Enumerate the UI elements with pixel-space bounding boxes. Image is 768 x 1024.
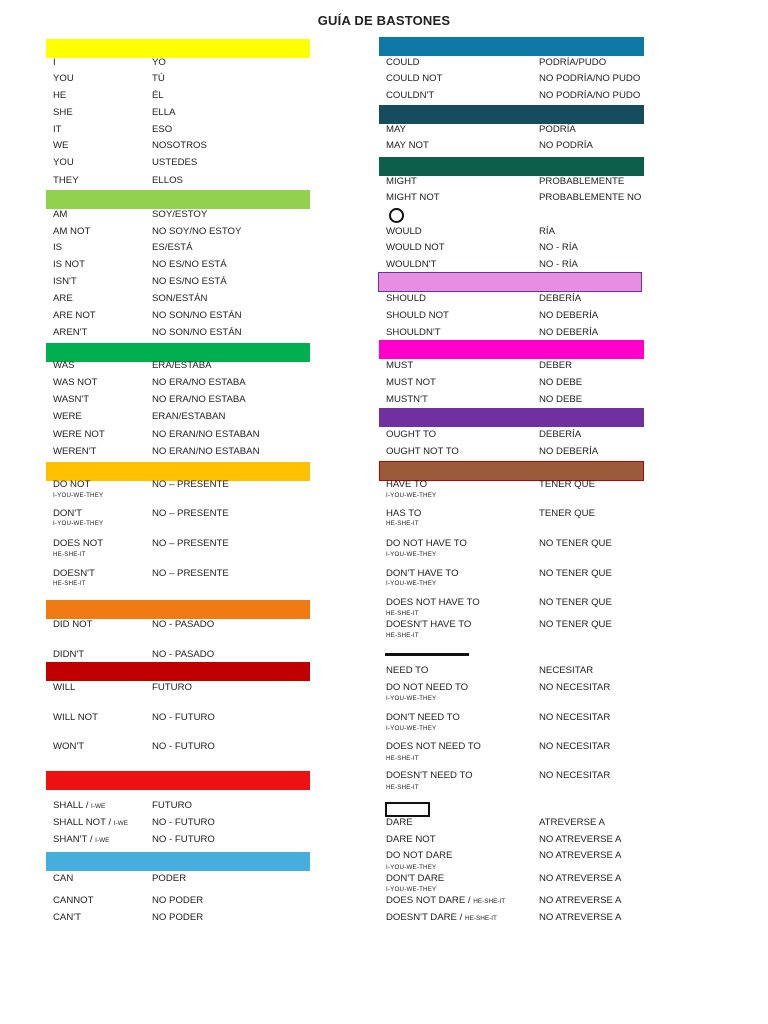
left-cell: NO PODER [152,912,204,923]
left-cell: CAN [53,873,74,884]
left-term: SHAN'T / [53,834,96,845]
right-cell: NO DEBE [539,377,583,388]
right-cell: SHOULD [386,293,426,304]
right-cell: TENER QUE [539,508,595,519]
right-cell: MUST NOT [386,377,436,388]
left-cell: NO – PRESENTE [152,508,229,519]
left-cell: DID NOT [53,619,93,630]
left-cell: WERE [53,411,82,422]
left-cell: AM [53,209,68,220]
right-cell: NO NECESITAR [539,712,611,723]
right-cell: SHOULD NOT [386,310,449,321]
right-subject-note: HE-SHE-IT [386,610,419,617]
left-cell: DOESN'T [53,568,95,579]
left-cell: NO – PRESENTE [152,568,229,579]
left-cell: NO - PASADO [152,619,215,630]
right-cell: DOES NOT HAVE TO [386,597,480,608]
right-subject-note: HE-SHE-IT [473,898,506,905]
left-cell: WAS NOT [53,377,98,388]
left-subject-note: I-YOU-WE-THEY [53,492,104,499]
left-cell: ISN'T [53,276,77,287]
section-bar-should [378,272,642,292]
left-cell: WERE NOT [53,429,105,440]
right-cell: RÍA [539,226,555,237]
right-subject-note: I-YOU-WE-THEY [386,492,437,499]
left-cell: THEY [53,175,79,186]
left-cell: SON/ESTÁN [152,293,208,304]
left-cell: WILL NOT [53,712,98,723]
left-cell: DO NOT [53,479,91,490]
right-subject-note: HE-SHE-IT [464,915,497,922]
right-cell: NO ATREVERSE A [539,850,622,861]
section-bar-have-to [379,461,644,481]
left-cell: NO - PASADO [152,649,215,660]
right-cell: NO TENER QUE [539,619,612,630]
dare-rectangle-symbol [385,802,430,817]
left-cell: HE [53,90,67,101]
right-subject-note: I-YOU-WE-THEY [386,580,437,587]
left-cell: ELLA [152,107,176,118]
section-bar-pronouns [46,39,310,58]
right-cell: OUGHT TO [386,429,437,440]
right-cell: DOES NOT NEED TO [386,741,481,752]
right-term: DOESN'T DARE / [386,912,465,923]
left-cell: ERAN/ESTABAN [152,411,226,422]
left-cell: ARE [53,293,73,304]
right-cell: WOULD [386,226,422,237]
left-cell: ERA/ESTABA [152,360,212,371]
right-cell: HAS TO [386,508,422,519]
left-cell [53,800,105,812]
right-cell: OUGHT NOT TO [386,446,459,457]
left-cell: WE [53,140,69,151]
left-cell: NO ES/NO ESTÁ [152,276,227,287]
left-subject-note: HE-SHE-IT [53,551,86,558]
right-cell: NO TENER QUE [539,597,612,608]
right-subject-note: HE-SHE-IT [386,520,419,527]
left-cell: WILL [53,682,76,693]
right-cell: COULD NOT [386,73,443,84]
right-cell: MIGHT NOT [386,192,440,203]
right-cell: NO ATREVERSE A [539,873,622,884]
right-cell: DON'T DARE [386,873,445,884]
page-title: GUÍA DE BASTONES [317,13,451,28]
left-cell [53,817,128,829]
section-bar-ought [379,408,644,427]
left-subject-note: I-YOU-WE-THEY [53,520,104,527]
right-cell: COULDN'T [386,90,435,101]
right-term: DOES NOT DARE / [386,895,474,906]
left-cell: NO - FUTURO [152,834,215,845]
right-cell: NO - RÍA [539,242,578,253]
left-cell: ARE NOT [53,310,96,321]
section-bar-might [379,157,644,176]
right-subject-note: I-YOU-WE-THEY [386,725,437,732]
left-cell [53,834,109,846]
right-cell: TENER QUE [539,479,595,490]
section-bar-may [379,105,644,124]
right-cell: MUSTN'T [386,394,428,405]
left-cell: ÉL [152,90,164,101]
right-cell: SHOULDN'T [386,327,441,338]
left-cell: NO ERAN/NO ESTABAN [152,429,260,440]
left-cell: NO SON/NO ESTÁN [152,310,242,321]
right-subject-note: I-YOU-WE-THEY [386,551,437,558]
section-bar-to-be-present [46,190,310,209]
right-cell: NO PODRÍA/NO PUDO [539,90,641,101]
right-subject-note: I-YOU-WE-THEY [386,695,437,702]
left-cell: WEREN'T [53,446,97,457]
right-cell: NO DEBE [539,394,583,405]
left-cell: SOY/ESTOY [152,209,208,220]
right-cell: NO DEBERÍA [539,310,599,321]
section-bar-shall [46,771,310,790]
right-cell: PROBABLEMENTE [539,176,625,187]
left-cell: CAN'T [53,912,81,923]
left-cell: NO - FUTURO [152,817,215,828]
left-term: SHALL NOT / [53,817,114,828]
section-bar-can [46,852,310,871]
left-cell: NO ES/NO ESTÁ [152,259,227,270]
right-cell: MAY NOT [386,140,429,151]
left-cell: I [53,57,56,68]
right-cell: NO NECESITAR [539,741,611,752]
left-cell: NO ERAN/NO ESTABAN [152,446,260,457]
right-subject-note: HE-SHE-IT [386,755,419,762]
left-cell: NO SOY/NO ESTOY [152,226,242,237]
left-cell: NO PODER [152,895,204,906]
left-cell: AREN'T [53,327,88,338]
right-cell [386,912,497,924]
right-cell: PROBABLEMENTE NO [539,192,642,203]
left-cell: ESO [152,124,173,135]
left-cell: DOES NOT [53,538,104,549]
right-cell: NO - RÍA [539,259,578,270]
left-cell: NO – PRESENTE [152,479,229,490]
right-cell: DARE [386,817,413,828]
right-cell: PODRÍA [539,124,576,135]
left-term: SHALL / [53,800,92,811]
right-cell: DO NOT HAVE TO [386,538,467,549]
left-cell: DIDN'T [53,649,85,660]
right-subject-note: HE-SHE-IT [386,784,419,791]
left-cell: SHE [53,107,73,118]
left-cell: PODER [152,873,187,884]
left-cell: TÚ [152,73,165,84]
right-cell: NEED TO [386,665,429,676]
right-cell: WOULD NOT [386,242,445,253]
left-cell: AM NOT [53,226,91,237]
left-cell: USTEDES [152,157,198,168]
right-cell: NO PODRÍA/NO PUDO [539,73,641,84]
right-cell: DOESN'T HAVE TO [386,619,472,630]
section-bar-did [46,600,310,619]
right-cell: NO PODRÍA [539,140,593,151]
left-subject-note: I-WE [91,803,106,810]
right-cell: NO TENER QUE [539,568,612,579]
left-cell: DON'T [53,508,83,519]
right-subject-note: HE-SHE-IT [386,632,419,639]
right-cell: DEBERÍA [539,293,582,304]
section-bar-could [379,37,644,56]
left-cell: FUTURO [152,682,192,693]
right-cell: MUST [386,360,414,371]
left-cell: NO – PRESENTE [152,538,229,549]
right-cell: NO ATREVERSE A [539,834,622,845]
left-cell: WAS [53,360,75,371]
would-circle-symbol [389,208,404,223]
right-cell: DO NOT NEED TO [386,682,469,693]
left-cell: YO [152,57,166,68]
left-cell: NO ERA/NO ESTABA [152,377,246,388]
right-cell: PODRÍA/PUDO [539,57,607,68]
left-cell: NO - FUTURO [152,741,215,752]
left-subject-note: HE-SHE-IT [53,580,86,587]
left-cell: NO ERA/NO ESTABA [152,394,246,405]
left-cell: IS NOT [53,259,85,270]
right-subject-note: I-YOU-WE-THEY [386,864,437,871]
right-subject-note: I-YOU-WE-THEY [386,886,437,893]
right-cell: NO DEBERÍA [539,446,599,457]
right-cell: NO TENER QUE [539,538,612,549]
left-cell: NOSOTROS [152,140,207,151]
left-cell: CANNOT [53,895,94,906]
left-cell: ES/ESTÁ [152,242,193,253]
right-cell: MAY [386,124,407,135]
right-cell: DO NOT DARE [386,850,453,861]
right-cell: NO DEBERÍA [539,327,599,338]
right-cell: ATREVERSE A [539,817,605,828]
right-cell: DARE NOT [386,834,436,845]
left-cell: YOU [53,73,74,84]
right-cell: HAVE TO [386,479,428,490]
right-cell: NO ATREVERSE A [539,895,622,906]
right-cell [386,895,505,907]
right-cell: NO NECESITAR [539,770,611,781]
left-cell: ELLOS [152,175,183,186]
left-cell: IT [53,124,62,135]
left-cell: YOU [53,157,74,168]
right-cell: DOESN'T NEED TO [386,770,473,781]
left-cell: NO SON/NO ESTÁN [152,327,242,338]
left-cell: FUTURO [152,800,192,811]
need-line-symbol [385,653,469,656]
right-cell: COULD [386,57,420,68]
right-cell: DON'T NEED TO [386,712,460,723]
right-cell: NECESITAR [539,665,594,676]
right-cell: WOULDN'T [386,259,437,270]
left-cell: WON'T [53,741,85,752]
section-bar-must [379,340,644,359]
left-cell: WASN'T [53,394,90,405]
right-cell: DEBERÍA [539,429,582,440]
right-cell: NO NECESITAR [539,682,611,693]
right-cell: NO ATREVERSE A [539,912,622,923]
right-cell: MIGHT [386,176,417,187]
right-cell: DON'T HAVE TO [386,568,459,579]
left-subject-note: I-WE [113,820,128,827]
section-bar-will [46,662,310,681]
left-subject-note: I-WE [95,837,110,844]
left-cell: IS [53,242,63,253]
left-cell: NO - FUTURO [152,712,215,723]
right-cell: DEBER [539,360,573,371]
